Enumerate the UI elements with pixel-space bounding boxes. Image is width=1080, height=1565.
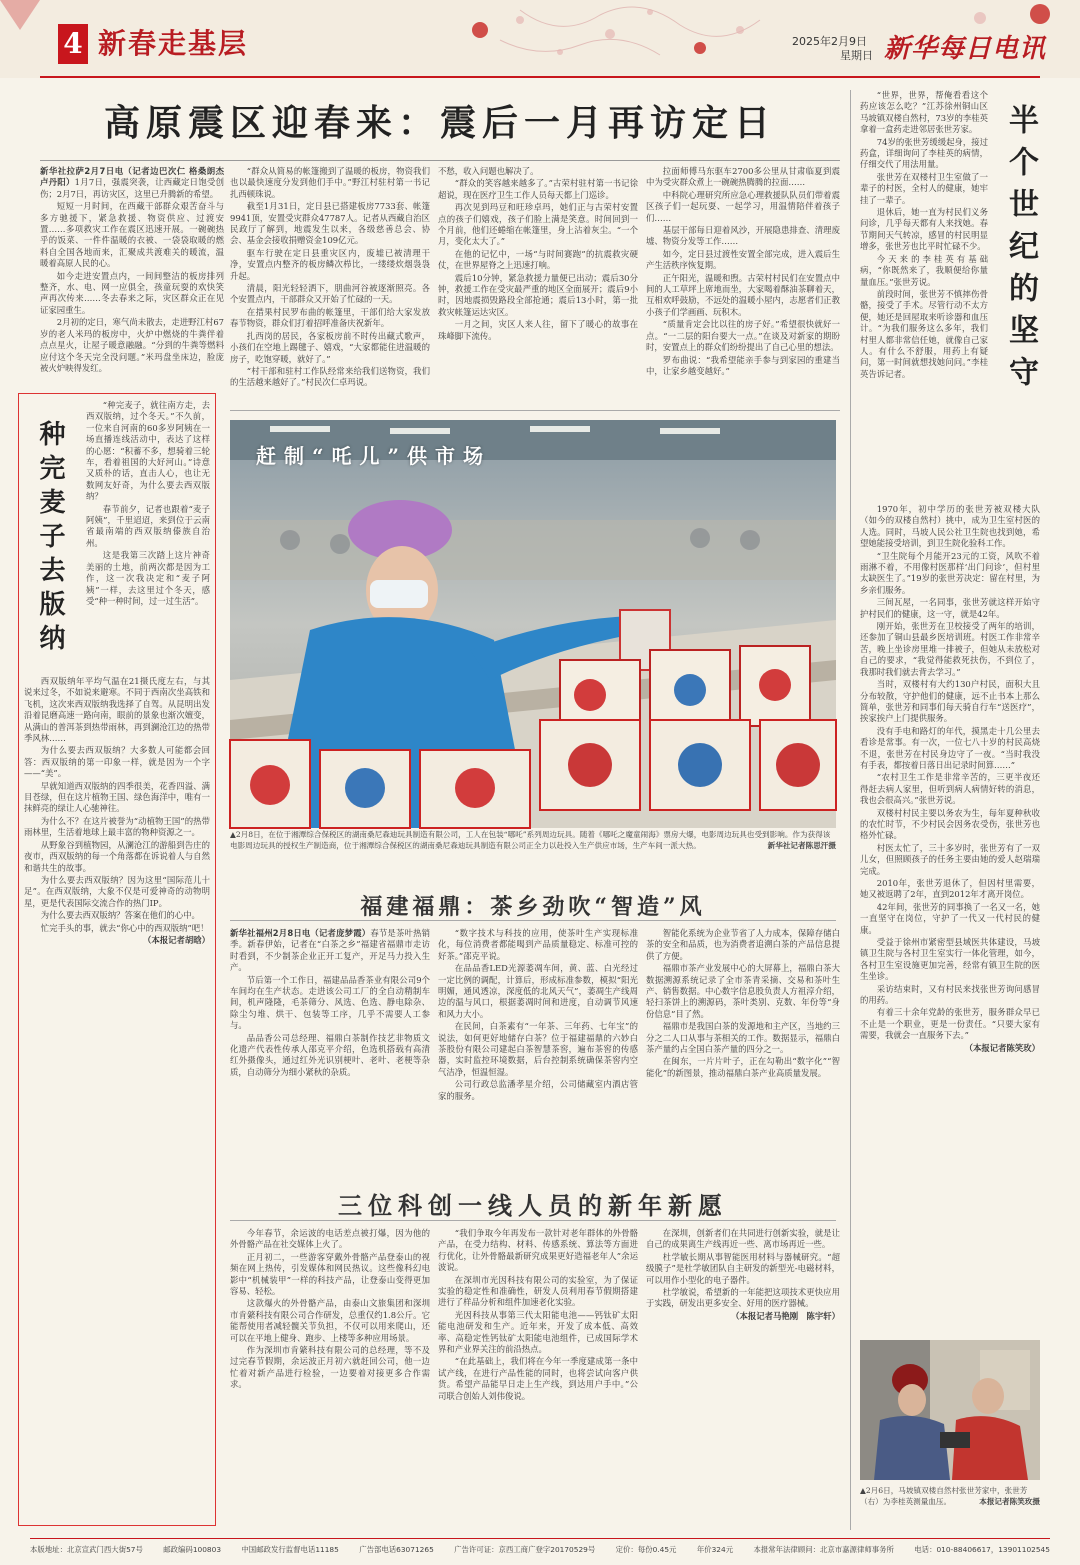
page-footer: [30, 1538, 1050, 1558]
story1-column-1: [40, 166, 233, 392]
story1-para: 在他的记忆中，一场“与时间赛跑”的抗震救灾硬仗，在世界屋脊之上迅速打响。: [438, 248, 638, 271]
story2-para: 为什么不？在这片被誉为“动植物王国”的热带雨林里，生活着地球上最丰富的物种资源之一。: [24, 815, 210, 838]
story5-byline: （本报记者陈笑玫）: [964, 1042, 1040, 1053]
story5-intro: [860, 90, 988, 500]
story5-para: 退休后，她一直为村民们义务问诊，几乎每天都有人来找她。春节期间天气转凉，感冒的村民明显增多，张世芳也比平时忙碌不少。: [860, 207, 988, 252]
photo-title: 赶制“吒儿”供市场: [256, 444, 492, 468]
footer-postal-hotline: 中国邮政发行监督电话11185: [241, 1545, 339, 1554]
header-rule: [40, 76, 1040, 78]
story2-intro: [86, 400, 210, 672]
issue-date: 2025年2月9日: [792, 35, 867, 48]
story5-para: 没有手电和路灯的年代，摸黑走十几公里去看诊是常事。有一次，一位七八十岁的村民高烧不退，张世芳在村民身边守了一夜。“当时我没有手表，都按着日落日出记录时间算……”: [860, 725, 1040, 770]
story2-para: “种完麦子，就往南方走，去西双版纳，过个冬天。”不久前，一位来自河南的60多岁阿姨在一场直播连线活动中，表达了这样的心愿：“积蓄不多，想骑着三轮车，看着祖国的大好河山。”诗意又质朴的话，直击人心，也让无数网友好奇，为什么要去西双版纳？: [86, 400, 210, 502]
footer-annual-price: 年价324元: [696, 1545, 734, 1554]
story2-body: [24, 676, 210, 1516]
story1-para: 拉面师傅马东驱车2700多公里从甘肃临夏到震中为受灾群众煮上一碗碗热腾腾的拉面……: [646, 166, 840, 188]
footer-ad-license: 广告许可证：京西工商广登字20170529号: [454, 1545, 596, 1554]
story1-para: 扎西岗的居民，各家板房前不时传出藏式歌声，小孩们在空地上踢毽子、嬉戏，“大家都能住进温暖的房子，吃饱穿暖，就好了。”: [230, 330, 430, 364]
photo-caption-text: ▲2月8日，在位于湘潭综合保税区的湖南桑尼森迪玩具制造有限公司，工人在包装“哪吒”系列周边玩具。随着《哪吒之魔童闹海》票房大爆，电影周边玩具也受到影响。作为获得该电影周边玩具的授权生产制造商，位于湘潭综合保税区的湖南桑尼森迪玩具制造有限公司正全力以赴投入生产供应市场，生产车间一派大热。: [230, 830, 831, 850]
story1-column-4: [646, 166, 840, 392]
story2-para: 为什么要去西双版纳？大多数人可能都会回答：西双版纳的第一印象一样，就是因为一个字——“美”。: [24, 745, 210, 779]
story1-para: 清晨，阳光轻轻洒下，朋曲河谷被逐渐照亮。各个安置点内，干部群众又开始了忙碌的一天。: [230, 283, 430, 305]
story3-column-1: [230, 928, 430, 1174]
story5-para: 2010年，张世芳退休了，但因村里需要，她又被返聘了2年，直到2012年才离开岗位。: [860, 878, 1040, 900]
story3-column-2: [438, 928, 638, 1174]
doctor-photo: [860, 1340, 1040, 1480]
story4-para: 作为深圳市肯綮科技有限公司的总经理，等不及过完春节假期，余运波正月初六就赶回公司，他一边忙着对新产品进行检验，一边要着对接更多合作需求。: [230, 1345, 430, 1390]
story1-para: 罗布曲说：“我希望能亲手参与到家园的重建当中，让家乡越变越好。”: [646, 354, 840, 376]
headline-rule: [230, 920, 836, 921]
story1-para: 在措果村民罗布曲的帐篷里，干部们给大家发放春节物资，群众们打着招呼准备庆祝新年。: [230, 306, 430, 329]
story1-para: 1月7日，强震突袭，让西藏定日饱受创伤；2月7日，再访灾区，这里已升腾新的希望。: [40, 177, 225, 199]
story5-para: 双楼村村民主要以务农为生，每年夏种秋收的农忙时节，不少村民会因务农受伤，张世芳也格外忙碌。: [860, 807, 1040, 841]
story4-para: “我们争取今年再发布一款针对老年群体的外骨骼产品，在受力结构、材料、传感系统、算法等方面进行优化，让外骨骼最新研究成果更好造福老年人”余运波说。: [438, 1228, 638, 1273]
story4-para: 杜学敏长期从事智能医用材料与器械研究。“超级膜子”是杜学敏团队自主研发的新型光-电磁材料，可以用作小型化的电子器件。: [646, 1251, 840, 1285]
story5-para: “卫生院每个月能开23元的工资，风吹不着雨淋不着，不用像村医那样‘出门问诊’，但村里太缺医生了。”19岁的张世芳决定：留在村里，为乡亲们服务。: [860, 550, 1040, 595]
story1-para: “群众的笑容越来越多了。”古荣村驻村第一书记徐超说，现在医疗卫生工作人员每天都上门巡诊。: [438, 178, 638, 200]
headline-rule: [230, 1220, 836, 1221]
story1-para: 中科院心理研究所应急心理救援队队员们带着震区孩子们一起玩耍、一起学习，用温情陪伴着孩子们……: [646, 189, 840, 223]
story3-para: 福鼎市茶产业发展中心的大屏幕上，福鼎白茶大数据溯源系统记录了全市茶青采摘、交易和茶叶生产、销售数据。中心数字信息股负责人方祖淳介绍，轻扫茶饼上的溯源码，茶叶类别、克数、年份等“身份信息”目了然。: [646, 963, 840, 1019]
story1-para: 正午阳光，温暖和煦。古荣村村民们在安置点中间的人工草坪上席地而坐，大家喝着酥油茶聊着天，互相欢呼鼓励，不远处的温暖小屋内，志愿者们正教小孩子们学画画、玩积木。: [646, 272, 840, 317]
story1-para: 基层干部每日迎着风沙，开展隐患排查、清理废墟、物资分发等工作……: [646, 225, 840, 247]
story1-para: 再次见到玛豆和旺珍卓玛，她们正与古荣村安置点的孩子们嬉戏，孩子们脸上满是笑意。时间回到一个月前，他们还蜷缩在帐篷里，身上沾着灰尘。“一个月，变化太大了。”: [438, 202, 638, 247]
story4-para: 在深圳市光因科技有限公司的实验室，为了保证实验的稳定性和准确性，研发人员利用春节假期搭建进行了样品分析和组件加速老化实验。: [438, 1274, 638, 1308]
story2-para: 早就知道西双版纳的四季很美，花香四溢、满目苍绿，但在这片植物王国、绿色海洋中，唯有一抹鲜亮的绿让人心驰神往。: [24, 780, 210, 814]
footer-ad-phone: 广告部电话63071265: [359, 1545, 434, 1554]
story3-para: 品品香公司总经理、福鼎白茶制作技艺非物质文化遗产代表性传承人邵克平介绍，色选机搭载有高清红外摄像头，通过红外光识别梗叶、老叶、老梗等杂质，自动筛分为细小紧秋的杂质。: [230, 1032, 430, 1077]
story2-para: 为什么要去西双版纳？因为这里“国际范儿十足”。在西双版纳，大象不仅是可爱神奇的动物明星，更是代表国际交流合作的热门IP。: [24, 874, 210, 908]
story1-para: “群众从简易的帐篷搬到了温暖的板房，物资我们也以最快速度分发到他们手中。”野江村驻村第一书记扎西顿珠说。: [230, 166, 430, 199]
story5-title: 半个世纪的坚守: [1003, 104, 1038, 398]
story1-para: 震后10分钟，紧急救援力量便已出动；震后30分钟，救援工作在受灾最严重的地区全面展开；震后9小时，因地震损毁路段全部抢通；震后13小时，第一批救灾帐篷运达灾区。: [438, 272, 638, 317]
story1-para: 如今走进安置点内，一间间整洁的板房排列整齐，水、电、网一应俱全，孩童玩耍的欢快笑声再次传来……冬去春来之际，灾区群众正在见证家园重生。: [40, 270, 224, 315]
story4-para: 这款爆火的外骨骼产品，由泰山文旅集团和深圳市肯綮科技有限公司合作研发，总重仅约1.8公斤。它能帮使用者减轻髋关节负担，不仅可以用来爬山，还可以在平地上健身、跑步、上楼等多种应用场景。: [230, 1298, 430, 1343]
story1-para: 驱车行驶在定日县重灾区内，废墟已被清理干净，安置点内整齐的板房鳞次栉比，一缕缕炊烟袅袅升起。: [230, 247, 430, 281]
story1-para: 2月初的定日，寒气尚未散去，走进野江村67岁的老人米玛的板房中，火炉中燃烧的牛粪伴着点点星火，让屋子暖意融融。“分到的牛粪等燃料应付这个冬天完全没问题。”米玛盘坐床边，脸庞被火炉映得发红。: [40, 317, 224, 373]
story3-headline: 福建福鼎：茶乡劲吹“智造”风: [360, 894, 706, 920]
story1-para: 如今，定日县过渡性安置全部完成，进入震后生产生活秩序恢复期。: [646, 248, 840, 271]
story5-para: 刚开始，张世芳在卫校接受了两年的培训，还参加了铜山县最乡医培训班。村医工作非常辛苦，晚上坐诊房里堆一排被子，但她从未放松对自己的要求，“我觉得能救死扶伤，不到位了，我那时我们就去背去学习。”: [860, 621, 1040, 677]
story5-para: “世界，世界，帮俺看看这个药应该怎么吃？”江苏徐州铜山区马坡镇双楼自然村，73岁的李桂英拿着一盒药走进邻居张世芳家。: [860, 90, 988, 135]
page-header: [0, 0, 1080, 78]
story2-para: 为什么要去西双版纳？答案在他们的心中。: [40, 910, 200, 921]
story5-para: 42年间，张世芳的同事换了一名又一名，她一直坚守在岗位，守护了一代又一代村民的健康。: [860, 901, 1040, 935]
story5-para: 采访结束时，又有村民来找张世芳询问感冒的用药。: [860, 983, 1040, 1006]
story1-column-2: [230, 166, 430, 392]
story5-para: 三间瓦屋，一名同事，张世芳就这样开始守护村民们的健康，这一守，就是42年。: [860, 597, 1040, 619]
story1-dateline: 新华社拉萨2月7日电（记者边巴次仁 格桑朗杰 卢丹阳）: [40, 166, 233, 188]
doctor-photo-caption: [860, 1486, 1040, 1507]
story5-para: 有着三十余年党龄的张世芳，服务群众早已不止是一个职业，更是一份责任。“只要大家有需要，我就会一直服务下去。”: [860, 1007, 1040, 1041]
story1-para: 截至1月31日，定日县已搭建板房7733套、帐篷9941顶，安置受灾群众47787人。记者从西藏自治区民政厅了解到，地震发生以来，各级慈善总会、协会、基金会接收捐赠资金109亿元。: [230, 201, 430, 246]
story4-para: 光因科技从事第三代太阳能电池——钙钛矿太阳能电池研发和生产。近年来，开发了成本低、高效率、高稳定性钙钛矿太阳能电池组件，已成国际学术界和产业界关注的前沿热点。: [438, 1309, 638, 1355]
story3-para: 在闽东，一片片叶子，正在勾勒出“数字化”“智能化”的新图景，推动福鼎白茶产业高质量发展。: [646, 1056, 840, 1078]
story2-para: 这是我第三次踏上这片神奇美丽的土地，前两次都是因为工作，这一次我决定和“麦子阿姨”一样，去这里过个冬天，感受“种一种时间，过一过生活”。: [86, 550, 210, 606]
story2-para: 忙完手头的事，就去“你心中的西双版纳”吧！: [40, 922, 209, 933]
story1-column-3: [438, 166, 638, 392]
story5-para: “农村卫生工作是非常辛苦的，三更半夜还得赶去病人家里，但听到病人病情好转的消息，我也会很高兴。”张世芳说。: [860, 772, 1040, 806]
story2-title: 种完麦子去版纳: [35, 420, 65, 658]
footer-legal: 本报常年法律顾问：北京市嘉源律师事务所: [753, 1545, 894, 1554]
story5-body: [860, 504, 1040, 1330]
doctor-photo-credit: 本报记者陈笑玫摄: [979, 1496, 1040, 1506]
photo-credit: 新华社记者陈思汗摄: [767, 840, 836, 850]
story5-para: 前段时间，张世芳不慎摔伤骨骼，接受了手术。尽管行动不太方便，她还是回屋取来听诊器和血压计。“为我们服务这么多年，我们村里人都非常信任她，就像自己家人。有什么不舒服，用药上有疑问，第一时间就想找她问问。”李桂英告诉记者。: [860, 288, 988, 379]
story1-headline: 高原震区迎春来：震后一月再访定日: [103, 102, 776, 144]
headline-rule: [40, 160, 840, 161]
story5-para: 当时，双楼村有大约130户村民，面积大且分布较散，守护他们的健康，远不止书本上那么简单，张世芳和同事们每天骑自行车“送医疗”，挨家挨户上门提供服务。: [860, 679, 1040, 724]
photo-caption: [230, 830, 836, 851]
section-title: 新春走基层: [98, 27, 249, 60]
story5-para: 受益于徐州市紧密型县域医共体建设，马坡镇卫生院与各村卫生室实行一体化管理，如今，各村卫生室设施更加完善，经常有镇卫生院的医生坐诊。: [860, 937, 1040, 982]
story3-para: 在品品香LED光源萎凋车间，黄、蓝、白光经过一定比例的调配，计算后，形成标准参数，模拟“阳光明媚，通风透凉，深度低的北风天气”，萎凋生产线周边的温与风口，根据萎凋时间和进度，自动调节风速和风力大小。: [438, 963, 638, 1019]
footer-price: 定价：每份0.45元: [615, 1545, 677, 1554]
footer-address: 本版地址：北京宣武门西大街57号: [30, 1545, 143, 1554]
story5-para: 张世芳在双楼村卫生室做了一辈子的村医，全村人的健康，她牢挂了一辈子。: [860, 171, 988, 205]
story4-column-2: [438, 1228, 638, 1530]
footer-phone: 电话：010-88406617，13901102545: [914, 1545, 1050, 1554]
story2-para: 春节前夕，记者也跟着“麦子阿姨”，千里迢迢，来到位于云南省最南端的西双版纳傣族自治州。: [86, 503, 210, 548]
doctor-photo-image: [860, 1340, 1040, 1480]
story4-para: 杜学敏说，希望新的一年能把这项技术更快应用于实践，研发出更多安全、好用的医疗器械。: [646, 1287, 840, 1309]
story3-dateline: 新华社福州2月8日电（记者庞梦霞）: [230, 928, 371, 938]
story3-para: 智能化系统为企业节省了人力成本，保障存储白茶的安全和品质，也为消费者追溯白茶的产品信息提供了方便。: [646, 928, 840, 961]
story4-para: “在此基础上，我们将在今年一季度建成第一条中试产线，在进行产品性能的同时，也将尝试向客户供货。希望产品能早日走上生产线，到达用户手中。”公司联合创始人刘伟俊说。: [438, 1356, 638, 1401]
story1-para: 短短一月时间，在西藏干部群众艰苦奋斗与多方驰援下，紧急救援、物资供应、过渡安置……多项救灾工作在震区迅速开展。一碗碗热乎的饭菜、一件件温暖的衣被、一袋袋取暖的燃料自全国各地而来，汇聚成共渡难关的暖流，温暖着高原人民的心。: [40, 201, 224, 269]
story3-para: 公司行政总监潘孝星介绍，公司储藏室内酒店管家的服务。: [438, 1079, 638, 1101]
story1-para: 不愁，收入问题也解决了。: [438, 166, 539, 176]
story1-para: “村干部和驻村工作队经常来给我们送物资，我们的生活越来越好了。”村民次仁卓玛说。: [230, 365, 430, 388]
column-divider: [850, 90, 851, 1530]
story4-para: 今年春节，余运波的电话差点被打爆，因为他的外骨骼产品在社交媒体上火了。: [230, 1228, 430, 1250]
story2-para: 从野象谷到植物园，从澜沧江的游船到告庄的夜市，西双版纳的每一个角落都在诉说着人与自然和谐共生的故事。: [24, 839, 210, 873]
story4-headline: 三位科创一线人员的新年新愿: [338, 1191, 728, 1220]
story4-para: 正月初二，一些游客穿戴外骨骼产品登泰山的视频在网上热传，引发媒体和网民热议。这些像科幻电影中“机械装甲”一样的科技产品，让登泰山变得更加容易、轻松。: [230, 1251, 430, 1297]
story5-para: 村医太忙了，三十多岁时，张世芳有了一双儿女，但照顾孩子的任务主要由她的爱人赵瑞瑞完成。: [860, 842, 1040, 876]
story2-para: 西双版纳年平均气温在21摄氏度左右，与其说来过冬，不如说来避寒。不同于西南次坐高铁和飞机，这次来西双版纳我选择了自驾。从昆明出发沿着昆磨高速一路向南，眼前的景象也渐次嬗变，从满山的普洱茶到热带雨林，再到澜沧江边的热带季风林……: [24, 676, 210, 744]
story3-column-3: [646, 928, 840, 1174]
story4-para: 在深圳，创新者们在共同进行创新实验，就是让自己的成果离生产线再近一些、离市场再近一些。: [646, 1228, 840, 1250]
story4-byline: （本报记者马艳刚 陈宇轩）: [731, 1310, 840, 1321]
factory-photo-image: [230, 420, 836, 828]
story2-byline: （本报记者胡晗）: [143, 934, 210, 945]
page-number: 4: [58, 24, 88, 64]
story3-para: 节后第一个工作日，福建品品香茶业有限公司9个车间均在生产状态。走进该公司工厂的全自动精制车间，机声隆隆，毛茶筛分、风选、色选、静电除杂、除尘匀堆、烘干、包装等工序，几乎不需要人工参与。: [230, 974, 430, 1031]
story5-para: 74岁的张世芳缓缓起身，接过药盒，详细询问了李桂英的病情，仔细交代了用法用量。: [860, 136, 988, 170]
section-rule: [230, 410, 840, 411]
story1-para: “质量肯定会比以往的房子好。”希望很快就好一点。“一二层的阳台要大一点。”在谈及对新家的期盼时，安置点上的群众们纷纷提出了自己心里的想法。: [646, 319, 840, 353]
footer-postcode: 邮政编码100803: [163, 1545, 222, 1554]
issue-weekday: 星期日: [840, 49, 873, 62]
story1-para: 一月之间，灾区人来人往，留下了暖心的故事在珠峰脚下流传。: [438, 319, 638, 341]
story4-column-3: [646, 1228, 840, 1530]
story3-para: 春节是茶叶热销季。新春伊始，记者在“白茶之乡”福建省福鼎市走访时看到，不少制茶企业正开工复产，开足马力投入生产。: [230, 928, 431, 973]
story3-para: “数字技术与科技的应用，使茶叶生产实现标准化，每位消费者都能喝到产品质量稳定、标准可控的好茶。”邵克平说。: [438, 928, 638, 961]
doctor-photo-caption-text: ▲2月6日，马坡镇双楼自然村张世芳家中，张世芳（右）为李桂英测量血压。: [860, 1486, 1028, 1506]
story5-para: 1970年，初中学历的张世芳被双楼大队（如今的双楼自然村）挑中，成为卫生室村医的人选。同时，马坡人民公社卫生院也找到她，希望她能接受培训，到卫生院化验科工作。: [860, 504, 1040, 549]
story5-para: 今天来的李桂英有基础病，“你既然来了，我顺便给你量量血压。”张世芳说。: [860, 253, 988, 287]
story4-column-1: [230, 1228, 430, 1530]
factory-photo: [230, 420, 836, 828]
story3-para: 在民间，白茶素有“一年茶、三年药、七年宝”的说法，如何更好地储存白茶？位于福建福鼎的六妙白茶股份有限公司建起白茶智慧茶窖，遍布茶窖的传感器，实时监控环境数据，后台控制系统确保茶窖内空气洁净，恒温恒湿。: [438, 1021, 638, 1077]
newspaper-masthead: 新华每日电讯: [884, 34, 1047, 64]
story3-para: 福鼎市是我国白茶的发源地和主产区，当地约三分之二人口从事与茶相关的工作。数据显示，福鼎白茶产量约占全国白茶产量的四分之一。: [646, 1021, 840, 1055]
